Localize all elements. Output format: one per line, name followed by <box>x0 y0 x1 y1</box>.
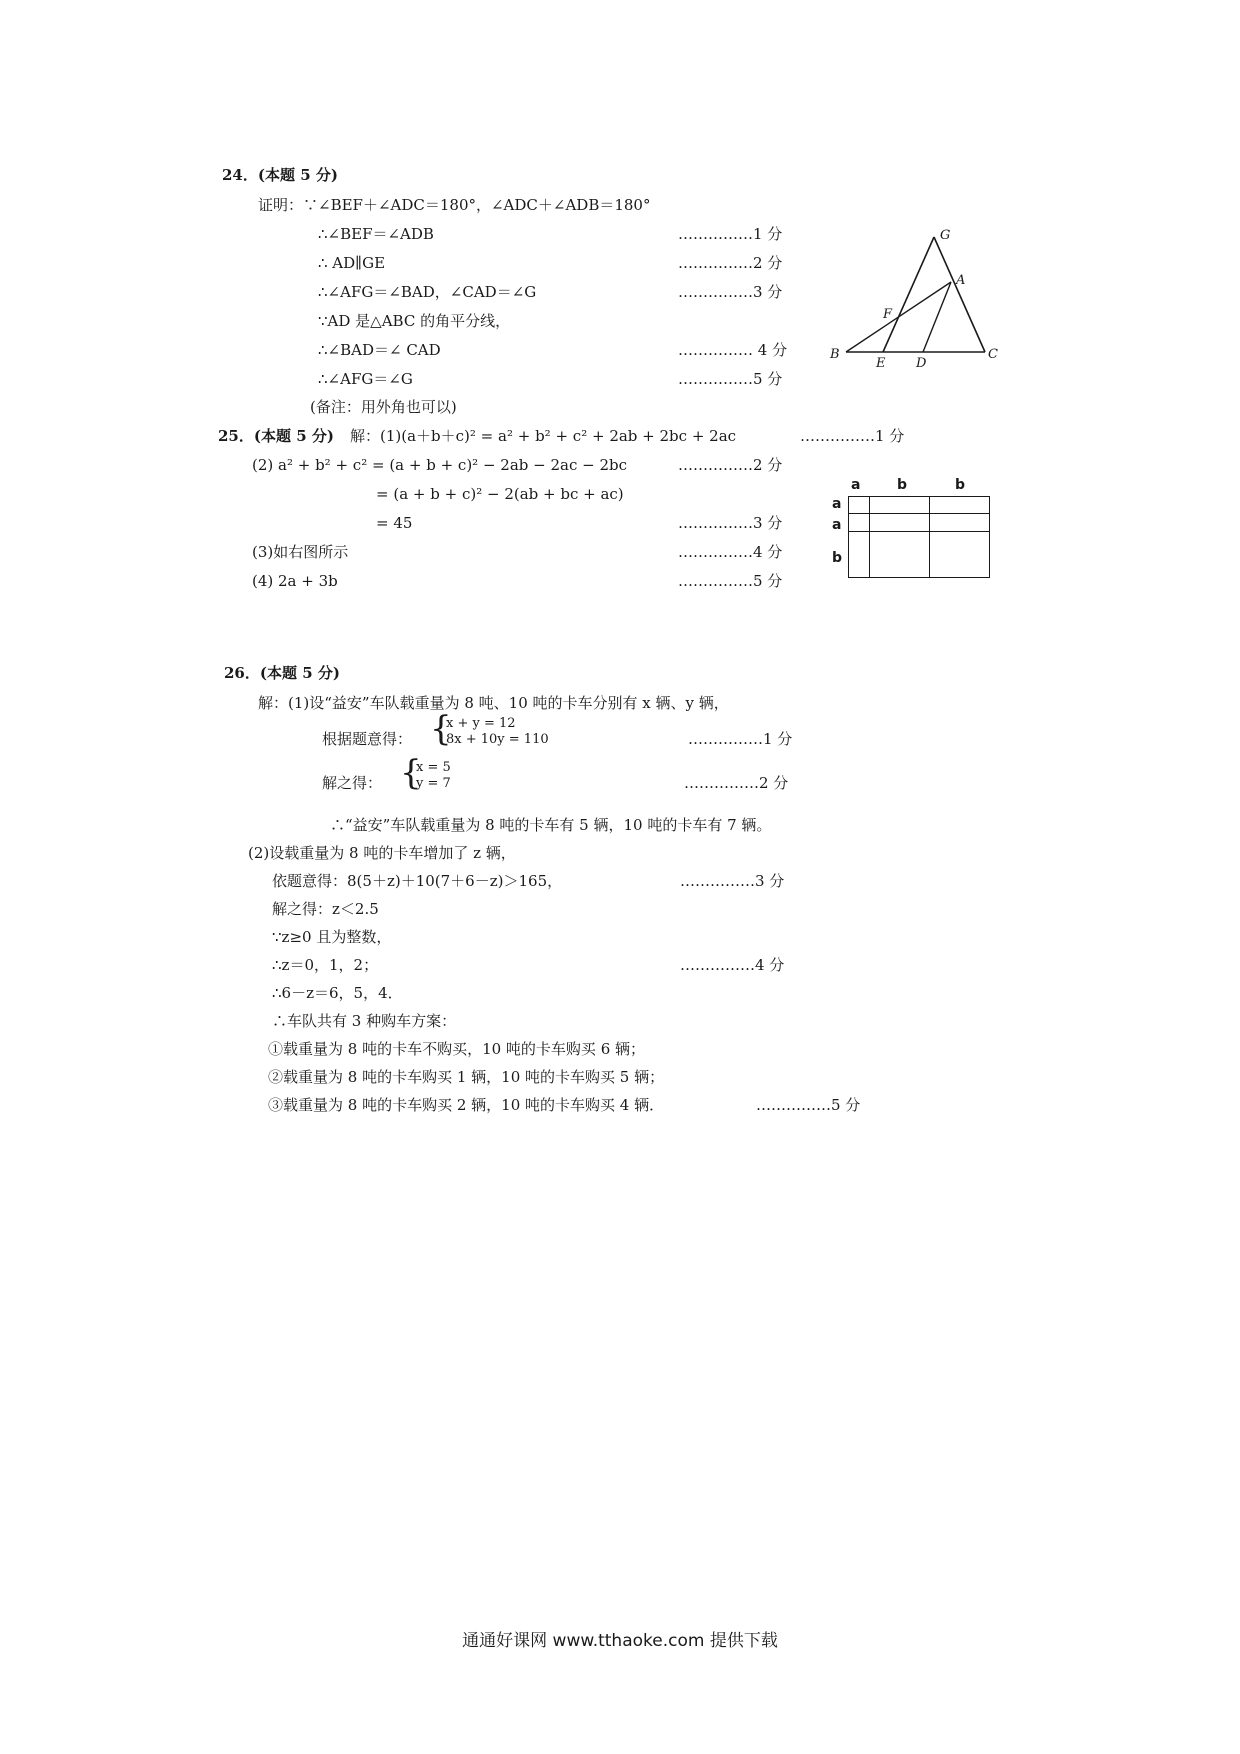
label-d: D <box>916 356 927 371</box>
grid-hline <box>849 531 989 532</box>
grid-vline <box>929 497 930 577</box>
q24-line: ∵AD 是△ABC 的角平分线， <box>318 312 511 330</box>
q25-line: (2) a² + b² + c² = (a + b + c)² − 2ab − 2ac − 2bc <box>252 456 628 474</box>
q26-line: ∵z≥0 且为整数， <box>272 928 392 946</box>
segment-ad <box>923 282 951 352</box>
line-ge <box>883 237 934 352</box>
system-brace: { <box>400 753 422 793</box>
label-a: A <box>956 273 966 288</box>
q26-score: ……………2 分 <box>684 774 789 792</box>
q24-score: …………… 4 分 <box>678 341 788 359</box>
page-footer: 通通好课网 www.tthaoke.com 提供下载 <box>462 1631 778 1651</box>
q24-note: (备注：用外角也可以) <box>310 398 457 416</box>
q26-line: ∴车队共有 3 种购车方案： <box>272 1012 457 1030</box>
q25-line: (4) 2a + 3b <box>252 572 338 590</box>
q25-score: ……………1 分 <box>800 427 905 445</box>
label-e: E <box>876 356 886 371</box>
q24-header: 24．(本题 5 分) <box>222 166 338 184</box>
label-b: B <box>830 347 840 362</box>
grid-hline <box>849 513 989 514</box>
q25-line: = 45 <box>376 514 413 532</box>
q25-score: ……………5 分 <box>678 572 783 590</box>
q26-score: ……………4 分 <box>680 956 785 974</box>
q26-line: ②载重量为 8 吨的卡车购买 1 辆，10 吨的卡车购买 5 辆； <box>268 1068 665 1086</box>
grid-top-label: a <box>851 477 861 493</box>
q25-score: ……………4 分 <box>678 543 783 561</box>
q24-line: ∴∠BAD＝∠ CAD <box>318 341 441 359</box>
q24-line: ∴∠AFG＝∠BAD，∠CAD＝∠G <box>318 283 537 301</box>
q24-line: ∴∠BEF＝∠ADB <box>318 225 434 243</box>
q26-score: ……………3 分 <box>680 872 785 890</box>
q26-line: ①载重量为 8 吨的卡车不购买，10 吨的卡车购买 6 辆； <box>268 1040 646 1058</box>
q24-score: ……………5 分 <box>678 370 783 388</box>
q25-area-grid <box>848 496 990 578</box>
grid-top-label: b <box>955 477 966 493</box>
q25-score: ……………3 分 <box>678 514 783 532</box>
q26-score: ……………5 分 <box>756 1096 861 1114</box>
system2-eq: y = 7 <box>416 776 451 791</box>
line-gc <box>934 237 985 352</box>
q25-score: ……………2 分 <box>678 456 783 474</box>
q25-line: 解：(1)(a＋b＋c)² = a² + b² + c² + 2ab + 2bc + 2ac <box>350 427 737 445</box>
q26-line: 解之得：z＜2.5 <box>272 900 379 918</box>
q24-line: ∴∠AFG＝∠G <box>318 370 413 388</box>
q24-line: ∴ AD∥GE <box>318 254 386 272</box>
q24-score: ……………2 分 <box>678 254 783 272</box>
q26-line: 根据题意得： <box>322 730 413 748</box>
label-g: G <box>940 228 951 243</box>
q26-line: ∴6－z＝6，5，4． <box>272 984 403 1002</box>
q24-score: ……………1 分 <box>678 225 783 243</box>
q24-triangle-figure <box>820 222 1000 372</box>
q26-line: ∴z＝0，1，2； <box>272 956 379 974</box>
q25-line: (3)如右图所示 <box>252 543 349 561</box>
grid-vline <box>869 497 870 577</box>
system-brace: { <box>430 709 452 749</box>
grid-top-label: b <box>897 477 908 493</box>
q26-line: 依题意得：8(5＋z)＋10(7＋6－z)＞165， <box>272 872 563 890</box>
system2-eq: x = 5 <box>416 760 451 775</box>
q26-line: (2)设载重量为 8 吨的卡车增加了 z 辆， <box>248 844 516 862</box>
q26-header: 26．(本题 5 分) <box>224 664 340 682</box>
q25-line: = (a + b + c)² − 2(ab + bc + ac) <box>376 485 624 503</box>
q24-line: 证明：∵∠BEF＋∠ADC＝180°，∠ADC＋∠ADB＝180° <box>258 196 651 214</box>
q26-score: ……………1 分 <box>688 730 793 748</box>
grid-left-label: a <box>832 496 842 512</box>
grid-left-label: b <box>832 550 843 566</box>
system1-eq: 8x + 10y = 110 <box>446 732 549 747</box>
q26-line: 解之得： <box>322 774 383 792</box>
label-c: C <box>988 347 998 362</box>
side-ba <box>846 282 951 352</box>
label-f: F <box>883 307 893 322</box>
q26-line: ③载重量为 8 吨的卡车购买 2 辆，10 吨的卡车购买 4 辆． <box>268 1096 665 1114</box>
grid-left-label: a <box>832 517 842 533</box>
q26-line: ∴“益安”车队载重量为 8 吨的卡车有 5 辆，10 吨的卡车有 7 辆。 <box>330 816 772 834</box>
q26-line: 解：(1)设“益安”车队载重量为 8 吨、10 吨的卡车分别有 x 辆、y 辆， <box>258 694 729 712</box>
q24-score: ……………3 分 <box>678 283 783 301</box>
q25-header: 25．(本题 5 分) <box>218 427 334 445</box>
system1-eq: x + y = 12 <box>446 716 516 731</box>
